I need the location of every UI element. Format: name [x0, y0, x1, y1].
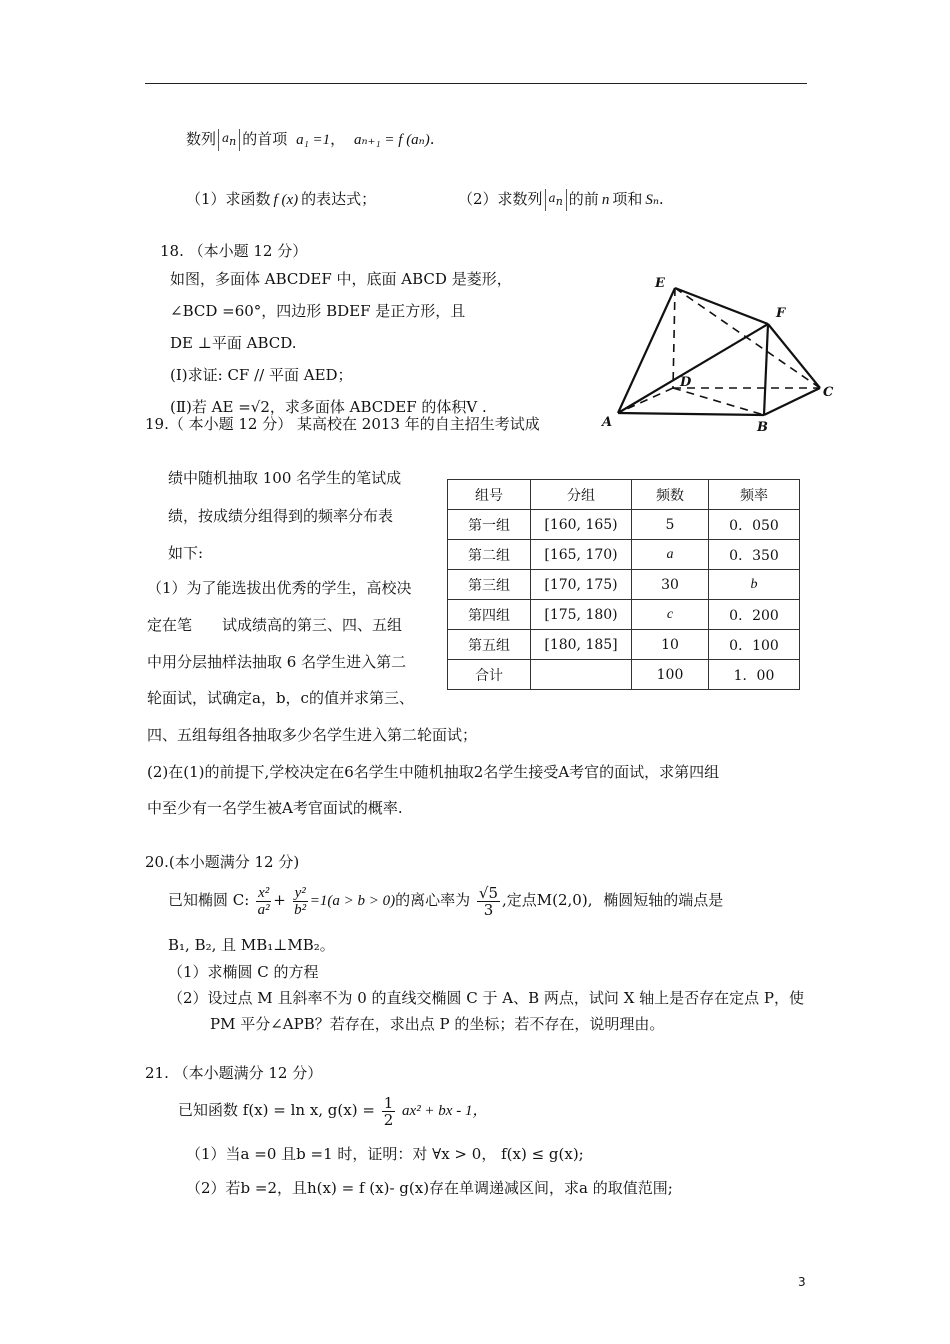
table-header: 分组 [531, 480, 632, 510]
table-header: 频率 [709, 480, 800, 510]
q17-sequence-definition: 数列 an 的首项 a₁ =1， aₙ₊₁ = f (aₙ). [186, 128, 435, 151]
q18-part2: (Ⅱ)若 AE =√2，求多面体 ABCDEF 的体积V . [170, 398, 487, 416]
q20-part1: （1）求椭圆 C 的方程 [168, 963, 319, 981]
table-header-row [448, 480, 800, 510]
q19-line-full1: 四、五组每组各抽取多少名学生进入第二轮面试； [147, 726, 478, 744]
table-row: 合计 100 1．00 [448, 660, 800, 690]
edge-DB [673, 388, 764, 415]
q19-line-full2: (2)在(1)的前提下,学校决定在6名学生中随机抽取2名学生接受A考官的面试，求第四组 [147, 763, 720, 781]
polyhedron-figure [590, 265, 850, 440]
label-F: F [776, 306, 786, 321]
label-B: B [757, 420, 768, 435]
edge-FB [764, 324, 768, 415]
q19-header: 19.（ 本小题 12 分） 某高校在 2013 年的自主招生考试成 [145, 415, 540, 433]
q20-intro: 已知椭圆 C: $\frac{\text{x²}}{\text{a²}}$ + $\frac{\text{y²}}{\text{b²}}$ =1(a > b > 0)的离心率为 $\frac{√5}{3}$ ,定点M(2,0), 椭圆短轴的端点是 [168, 883, 724, 919]
table-header: 频数 [632, 480, 709, 510]
table-row: 第二组 [165, 170) a 0．350 [448, 540, 800, 570]
q18-part1: (Ⅰ)求证: CF // 平面 AED； [170, 366, 353, 384]
q17-part1: （1）求函数 f (x) 的表达式； [186, 190, 377, 208]
table-header: 组号 [448, 480, 531, 510]
q18-line3: DE ⊥平面 ABCD. [170, 334, 297, 352]
q20-part2-line2: PM 平分∠APB？若存在，求出点 P 的坐标；若不存在，说明理由。 [210, 1015, 665, 1033]
header-rule [145, 83, 807, 84]
q18-header: 18. （本小题 12 分） [160, 242, 308, 260]
q21-header: 21. （本小题满分 12 分） [145, 1064, 323, 1082]
edge-EC [675, 288, 820, 388]
q19-line-full3: 中至少有一名学生被A考官面试的概率. [147, 799, 403, 817]
q19-line: 绩，按成绩分组得到的频率分布表 [168, 507, 394, 525]
label-E: E [655, 276, 665, 291]
q20-part2-line1: （2）设过点 M 且斜率不为 0 的直线交椭圆 C 于 A、B 两点，试问 X 轴上是否存在定点 P，使 [168, 989, 805, 1007]
table-row: 第三组 [170, 175) 30 b [448, 570, 800, 600]
label-C: C [823, 385, 834, 400]
page-number: 3 [798, 1275, 806, 1289]
frequency-table [447, 479, 800, 690]
edge-BC [764, 388, 820, 415]
edge-EF [675, 288, 768, 324]
q17-part2: （2）求数列 an 的前 n 项和 Sₙ. [458, 188, 664, 211]
label-A: A [602, 415, 613, 430]
label-D: D [680, 375, 692, 390]
q19-line: 绩中随机抽取 100 名学生的笔试成 [168, 469, 402, 487]
table-row: 第五组 [180, 185] 10 0．100 [448, 630, 800, 660]
q19-line: 定在笔 试成绩高的第三、四、五组 [147, 616, 403, 634]
edge-ED [673, 288, 675, 388]
q20-line2: B₁, B₂, 且 MB₁⊥MB₂。 [168, 936, 335, 954]
q18-line1: 如图，多面体 ABCDEF 中，底面 ABCD 是菱形， [170, 270, 512, 288]
edge-FC [768, 324, 820, 388]
q20-header: 20.(本小题满分 12 分) [145, 853, 300, 871]
edge-AE [618, 288, 675, 413]
sequence-symbol: an [218, 129, 240, 151]
q21-part1: （1）当a =0 且b =1 时，证明：对 ∀x > 0， f(x) ≤ g(x); [186, 1145, 584, 1163]
q21-intro: 已知函数 f(x) = ln x, g(x) = $\frac{1}{2}$ ax² + bx - 1， [178, 1093, 488, 1129]
q19-line: 如下: [168, 544, 204, 562]
table-row: 第一组 [160, 165) 5 0．050 [448, 510, 800, 540]
table-row: 第四组 [175, 180) c 0．200 [448, 600, 800, 630]
q18-line2: ∠BCD =60°，四边形 BDEF 是正方形，且 [170, 302, 466, 320]
q19-line: 轮面试，试确定a，b，c的值并求第三、 [147, 689, 414, 707]
q21-part2: （2）若b =2，且h(x) = f (x)- g(x)存在单调递减区间，求a 的取值范围; [186, 1179, 673, 1197]
edge-AB [618, 413, 764, 415]
q19-line: （1）为了能选拔出优秀的学生，高校决 [147, 579, 412, 597]
q19-line: 中用分层抽样法抽取 6 名学生进入第二 [147, 653, 407, 671]
